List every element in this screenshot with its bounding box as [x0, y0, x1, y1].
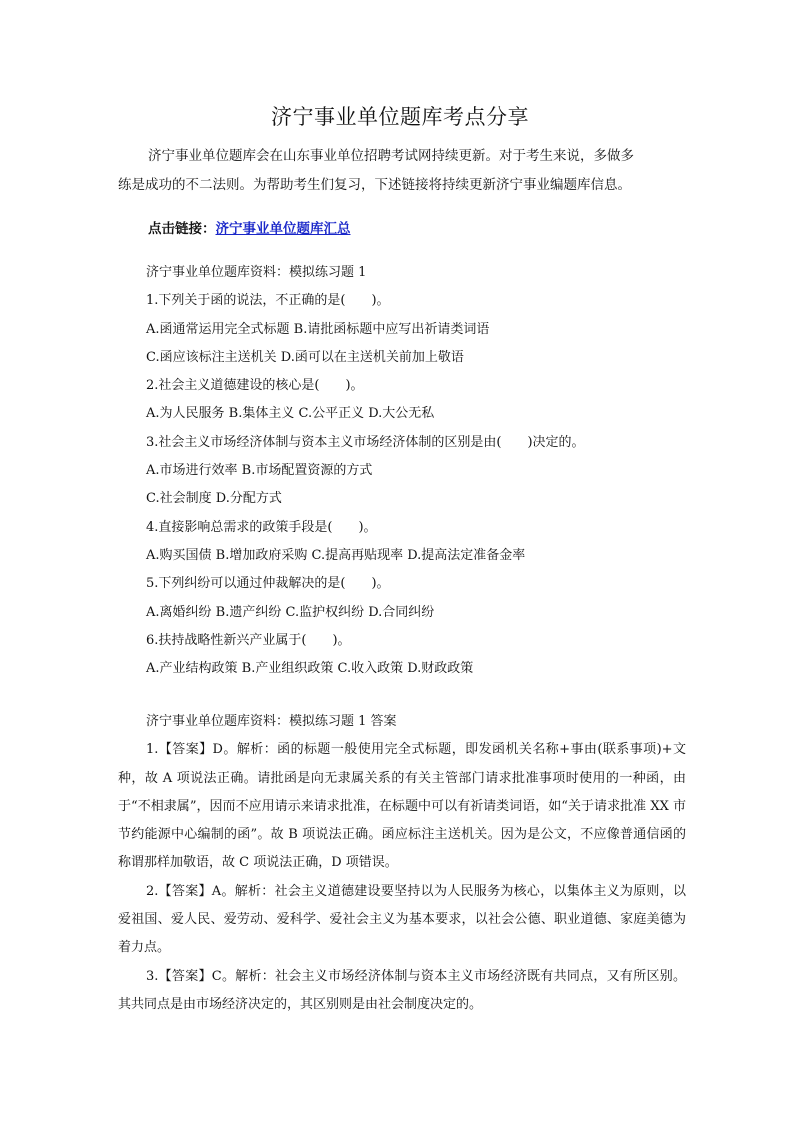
quiz-line: A.为人民服务 B.集体主义 C.公平正义 D.大公无私 [146, 406, 435, 422]
quiz-line: 4.直接影响总需求的政策手段是( )。 [146, 519, 377, 535]
quiz-line: 2.社会主义道德建设的核心是( )。 [146, 378, 364, 394]
quiz-line: A.离婚纠纷 B.遗产纠纷 C.监护权纠纷 D.合同纠纷 [146, 604, 435, 620]
question-bank-link[interactable]: 济宁事业单位题库汇总 [215, 221, 351, 237]
quiz-line: 6.扶持战略性新兴产业属于( )。 [146, 632, 351, 648]
answers-heading: 济宁事业单位题库资料：模拟练习题 1 答案 [146, 714, 397, 729]
page-title: 济宁事业单位题库考点分享 [271, 105, 529, 129]
quiz-line: C.函应该标注主送机关 D.函可以在主送机关前加上敬语 [146, 349, 464, 365]
quiz-line: C.社会制度 D.分配方式 [146, 491, 282, 507]
intro-line-1: 济宁事业单位题库会在山东事业单位招聘考试网持续更新。对于考生来说，多做多 [148, 148, 634, 164]
intro-paragraph [118, 142, 678, 200]
quiz-line: 5.下列纠纷可以通过仲裁解决的是( )。 [146, 576, 390, 592]
link-line [148, 217, 351, 237]
quiz-line: A.购买国债 B.增加政府采购 C.提高再贴现率 D.提高法定准备金率 [146, 547, 526, 563]
quiz-line: 1.下列关于函的说法，不正确的是( )。 [146, 293, 390, 309]
quiz-line: A.市场进行效率 B.市场配置资源的方式 [146, 463, 373, 479]
intro-line-2: 练是成功的不二法则。为帮助考生们复习，下述链接将持续更新济宁事业编题库信息。 [118, 177, 631, 193]
quiz-line: 3.社会主义市场经济体制与资本主义市场经济体制的区别是由( )决定的。 [146, 434, 585, 450]
answer-paragraph: 3.【答案】C。解析：社会主义市场经济体制与资本主义市场经济既有共同点，又有所区别。其共同点是由市场经济决定的，其区别则是由社会制度决定的。 [118, 968, 686, 1012]
quiz-section [146, 259, 686, 683]
quiz-line: A.函通常运用完全式标题 B.请批函标题中应写出祈请类词语 [146, 321, 490, 337]
answer-paragraph: 2.【答案】A。解析：社会主义道德建设要坚持以为人民服务为核心，以集体主义为原则，以爱祖国、爱人民、爱劳动、爱科学、爱社会主义为基本要求，以社会公德、职业道德、家庭美德为着力点。 [118, 883, 686, 956]
answer-paragraph: 1.【答案】D。解析：函的标题一般使用完全式标题，即发函机关名称+事由(联系事项)+文种，故 A 项说法正确。请批函是向无隶属关系的有关主管部门请求批准事项时使用的一种函，由于“不相隶属”，因而不应用请示来请求批准，在标题中可以有祈请类词语，如“关于请求批准 XX 市节约能源中心编制的函”。故 B 项说法正确。函应标注主送机关。因为是公文，不应像普通信函的称谓那样加敬语，故 C 项说法正确，D 项错误。 [118, 742, 686, 871]
answers-section [118, 708, 686, 1019]
quiz-heading: 济宁事业单位题库资料：模拟练习题 1 [146, 265, 367, 280]
link-label: 点击链接： [148, 221, 216, 237]
quiz-line: A.产业结构政策 B.产业组织政策 C.收入政策 D.财政政策 [146, 661, 474, 677]
